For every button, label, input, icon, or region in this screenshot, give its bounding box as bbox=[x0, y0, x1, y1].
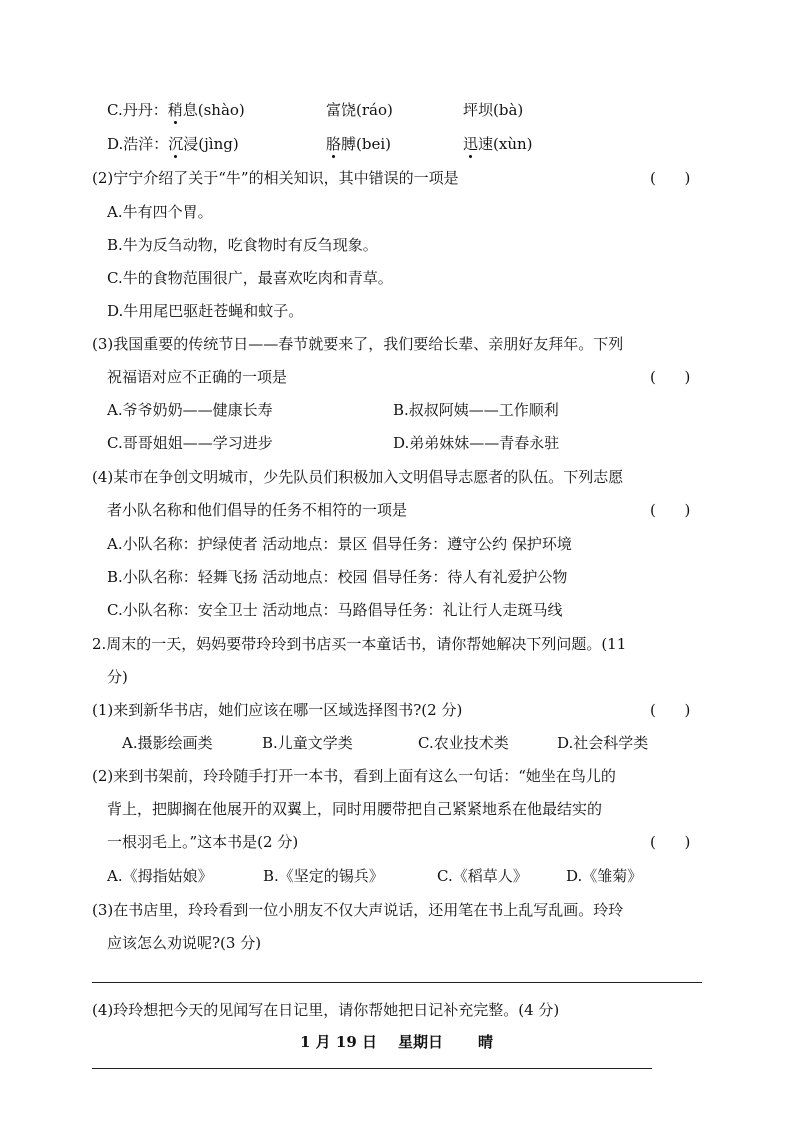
q4-stem-line2: 者小队名称和他们倡导的任务不相符的一项是 bbox=[107, 501, 408, 519]
q3-stem-line2: 祝福语对应不正确的一项是 bbox=[107, 368, 288, 386]
s2q1-stem: (1)来到新华书店，她们应该在哪一区域选择图书?(2 分) bbox=[92, 701, 463, 719]
q3-stem-line1: (3)我国重要的传统节日——春节就要来了，我们要给长辈、亲朋好友拜年。下列 bbox=[92, 335, 624, 353]
q3-option-d: D.弟弟妹妹——青春永驻 bbox=[393, 434, 560, 452]
s2q2-option-d: D.《雏菊》 bbox=[566, 867, 643, 885]
s2q4-stem: (4)玲玲想把今天的见闻写在日记里，请你帮她把日记补充完整。(4 分) bbox=[92, 1001, 560, 1019]
q1-option-d-word2: 胳膊(bei) bbox=[326, 135, 391, 153]
s2q1-option-c: C.农业技术类 bbox=[418, 734, 509, 752]
q3-option-b: B.叔叔阿姨——工作顺利 bbox=[393, 401, 559, 419]
s2q3-stem-line1: (3)在书店里，玲玲看到一位小朋友不仅大声说话，还用笔在书上乱写乱画。玲玲 bbox=[92, 901, 624, 919]
section2-stem-line1: 2.周末的一天，妈妈要带玲玲到书店买一本童话书，请你帮她解决下列问题。(11 bbox=[92, 635, 627, 653]
q2-option-a: A.牛有四个胃。 bbox=[107, 203, 213, 221]
diary-date: 1 月 19 日 bbox=[300, 1033, 377, 1051]
q2-stem: (2)宁宁介绍了关于“牛”的相关知识，其中错误的一项是 bbox=[92, 169, 459, 187]
s2q2-option-c: C.《稻草人》 bbox=[437, 867, 528, 885]
q1-option-c-word3: 坪坝(bà) bbox=[463, 101, 524, 119]
q1-option-d-word3: 迅速(xùn) bbox=[463, 135, 533, 153]
diary-writing-line[interactable] bbox=[92, 1068, 652, 1069]
q4-stem-line1: (4)某市在争创文明城市，少先队员们积极加入文明倡导志愿者的队伍。下列志愿 bbox=[92, 468, 624, 486]
s2q2-stem-line2: 背上，把脚搁在他展开的双翼上，同时用腰带把自己紧紧地系在他最结实的 bbox=[107, 800, 603, 818]
s2q1-option-a: A.摄影绘画类 bbox=[122, 734, 213, 752]
q4-option-a: A.小队名称：护绿使者 活动地点：景区 倡导任务：遵守公约 保护环境 bbox=[107, 535, 572, 553]
q1-option-d: D.浩洋：沉浸(jìng) bbox=[107, 135, 239, 153]
q4-answer-paren[interactable]: ( ) bbox=[650, 501, 691, 519]
q1-option-c: C.丹丹：稍息(shào) bbox=[107, 101, 245, 119]
q4-option-b: B.小队名称：轻舞飞扬 活动地点：校园 倡导任务：待人有礼爱护公物 bbox=[107, 568, 568, 586]
q4-option-c: C.小队名称：安全卫士 活动地点：马路倡导任务：礼让行人走斑马线 bbox=[107, 601, 563, 619]
q2-answer-paren[interactable]: ( ) bbox=[650, 169, 691, 187]
q2-option-d: D.牛用尾巴驱赶苍蝇和蚊子。 bbox=[107, 302, 304, 320]
q2-option-c: C.牛的食物范围很广，最喜欢吃肉和青草。 bbox=[107, 269, 393, 287]
s2q2-answer-paren[interactable]: ( ) bbox=[650, 833, 691, 851]
s2q3-answer-line[interactable] bbox=[92, 982, 702, 983]
s2q1-option-d: D.社会科学类 bbox=[557, 734, 649, 752]
q2-option-b: B.牛为反刍动物，吃食物时有反刍现象。 bbox=[107, 236, 378, 254]
diary-weekday: 星期日 bbox=[398, 1033, 444, 1051]
s2q1-option-b: B.儿童文学类 bbox=[262, 734, 353, 752]
q3-option-a: A.爷爷奶奶——健康长寿 bbox=[107, 401, 273, 419]
s2q2-stem-line3: 一根羽毛上。”这本书是(2 分) bbox=[107, 833, 299, 851]
q1-option-c-word2: 富饶(ráo) bbox=[326, 101, 393, 119]
s2q2-option-b: B.《坚定的锡兵》 bbox=[263, 867, 384, 885]
diary-weather: 晴 bbox=[478, 1033, 494, 1051]
s2q2-option-a: A.《拇指姑娘》 bbox=[107, 867, 213, 885]
s2q1-answer-paren[interactable]: ( ) bbox=[650, 701, 691, 719]
section2-stem-line2: 分) bbox=[107, 668, 128, 686]
s2q2-stem-line1: (2)来到书架前，玲玲随手打开一本书，看到上面有这么一句话：“她坐在鸟儿的 bbox=[92, 767, 616, 785]
q3-option-c: C.哥哥姐姐——学习进步 bbox=[107, 434, 273, 452]
s2q3-stem-line2: 应该怎么劝说呢?(3 分) bbox=[107, 934, 262, 952]
q3-answer-paren[interactable]: ( ) bbox=[650, 368, 691, 386]
